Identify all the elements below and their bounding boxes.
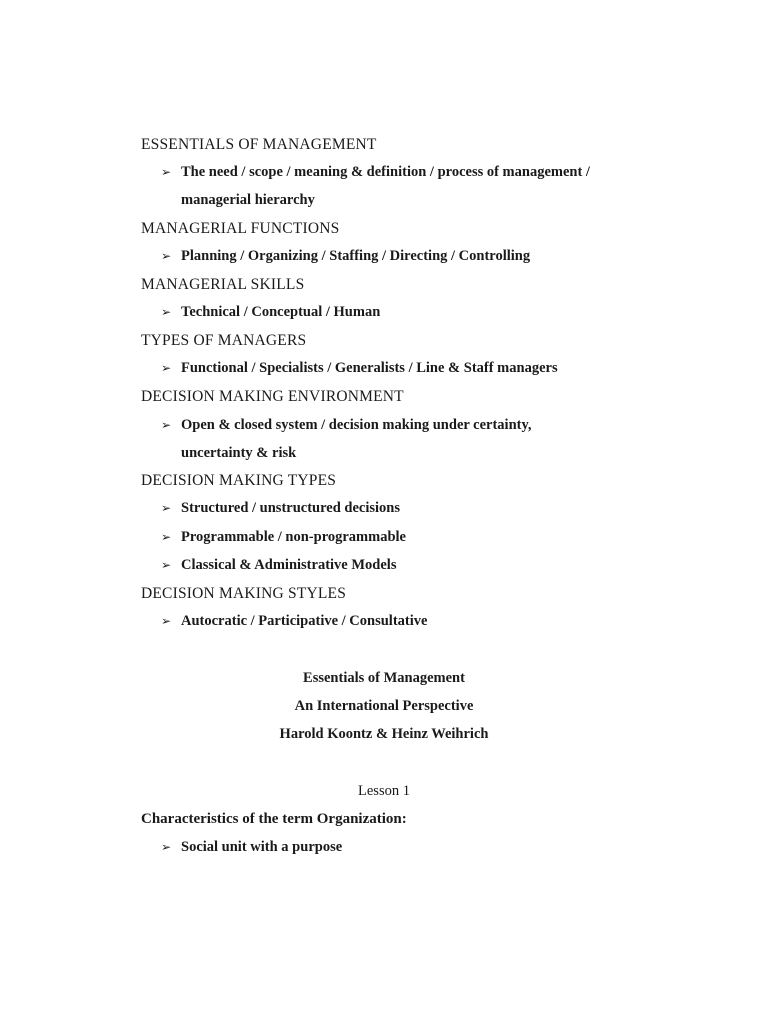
bullet-text: Planning / Organizing / Staffing / Directing / Controlling <box>181 248 531 264</box>
bullet-item <box>161 557 396 574</box>
section-heading: TYPES OF MANAGERS <box>141 332 307 349</box>
section-heading: MANAGERIAL FUNCTIONS <box>141 220 340 237</box>
bullet-continuation: managerial hierarchy <box>181 192 315 208</box>
bullet-text: Programmable / non-programmable <box>181 529 406 545</box>
arrow-bullet-icon: ➢ <box>161 840 172 854</box>
section-heading: DECISION MAKING STYLES <box>141 585 347 602</box>
lesson-heading: Characteristics of the term Organization: <box>141 811 407 827</box>
bullet-text: Classical & Administrative Models <box>181 557 397 573</box>
arrow-bullet-icon: ➢ <box>161 614 172 628</box>
bullet-item <box>161 360 558 377</box>
arrow-bullet-icon: ➢ <box>161 558 172 572</box>
bullet-text: Open & closed system / decision making under certainty, <box>181 417 532 433</box>
bullet-text: Technical / Conceptual / Human <box>181 304 381 320</box>
book-authors: Harold Koontz & Heinz Weihrich <box>279 726 489 742</box>
bullet-item <box>161 613 427 630</box>
arrow-bullet-icon: ➢ <box>161 530 172 544</box>
bullet-text: Structured / unstructured decisions <box>181 500 400 516</box>
bullet-text: Autocratic / Participative / Consultative <box>181 613 428 629</box>
section-heading: MANAGERIAL SKILLS <box>141 276 305 293</box>
section-heading: ESSENTIALS OF MANAGEMENT <box>141 136 377 153</box>
bullet-continuation: uncertainty & risk <box>181 445 297 461</box>
bullet-item <box>161 417 532 434</box>
bullet-item <box>161 529 406 546</box>
book-subtitle: An International Perspective <box>294 698 474 714</box>
section-heading: DECISION MAKING ENVIRONMENT <box>141 388 404 405</box>
bullet-text: The need / scope / meaning & definition / process of management / <box>181 164 590 180</box>
arrow-bullet-icon: ➢ <box>161 249 172 263</box>
arrow-bullet-icon: ➢ <box>161 305 172 319</box>
arrow-bullet-icon: ➢ <box>161 361 172 375</box>
arrow-bullet-icon: ➢ <box>161 165 172 179</box>
bullet-item <box>161 248 530 265</box>
lesson-label: Lesson 1 <box>358 783 410 799</box>
bullet-text: Social unit with a purpose <box>181 839 343 855</box>
bullet-item <box>161 500 400 517</box>
section-heading: DECISION MAKING TYPES <box>141 472 337 489</box>
bullet-item <box>161 304 380 321</box>
bullet-item <box>161 839 342 856</box>
book-title: Essentials of Management <box>303 670 465 686</box>
bullet-item <box>161 164 590 181</box>
arrow-bullet-icon: ➢ <box>161 501 172 515</box>
bullet-text: Functional / Specialists / Generalists / Line & Staff managers <box>181 360 558 376</box>
arrow-bullet-icon: ➢ <box>161 418 172 432</box>
